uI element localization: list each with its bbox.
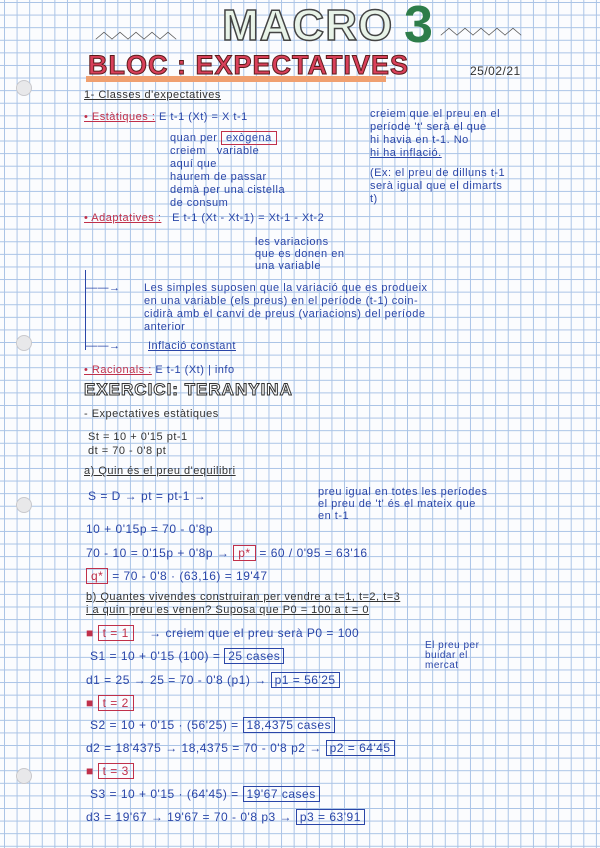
exercise-title: EXERCICI: TERANYINA	[84, 380, 293, 399]
step-t1-header: ■ t = 1 → creiem que el preu serà P0 = 100	[86, 626, 360, 640]
step-t2-supply: S2 = 10 + 0'15 · (56'25) = 18,4375 cases	[90, 718, 335, 732]
rational-label: • Racionals :	[84, 364, 152, 376]
exercise-subtitle: - Expectatives estàtiques	[84, 408, 219, 420]
supply-eq: St = 10 + 0'15 pt-1	[88, 431, 188, 443]
step-t2-demand: d2 = 18'4375 → 18,4375 = 70 - 0'8 p2 → p2 = 64'45	[86, 741, 395, 755]
title-number: 3	[404, 0, 433, 54]
static-formula: E t-1 (Xt) = X t-1	[158, 111, 248, 123]
punch-hole	[16, 80, 32, 96]
step-t3-demand: d3 = 19'67 → 19'67 = 70 - 0'8 p3 → p3 = 63'91	[86, 810, 365, 824]
static-label: • Estàtiques :	[84, 111, 156, 123]
punch-hole	[16, 768, 32, 784]
punch-hole	[16, 335, 32, 351]
adaptive-explanation: les variacions que es donen en una variable	[255, 236, 345, 272]
date: 25/02/21	[470, 64, 521, 78]
zigzag-decoration: ︿︿︿︿︿	[440, 18, 520, 38]
section-heading: 1- Classes d'expectatives	[84, 89, 221, 101]
static-explanation: quan per exògena creiem variable aquí que haurem de passar demà per una cistella de consum	[170, 132, 286, 209]
equilibrium-eq: S = D → pt = pt-1 →	[88, 489, 207, 503]
equation: q* = 70 - 0'8 · (63,16) = 19'47	[86, 569, 268, 583]
step-t2-header: ■ t = 2	[86, 696, 134, 710]
step-t1-supply: S1 = 10 + 0'15 (100) = 25 cases	[90, 649, 284, 663]
adaptive-label: • Adaptatives :	[84, 212, 162, 224]
arrow-icon: ——→	[86, 340, 121, 352]
zigzag-decoration: ︿︿︿︿︿	[95, 22, 175, 42]
page-subtitle: BLOC : EXPECTATIVES	[88, 50, 410, 80]
inflation-note: Inflació constant	[148, 340, 236, 352]
rational-formula: E t-1 (Xt) | info	[155, 364, 235, 376]
arrow-icon: ——→	[86, 282, 121, 294]
demand-eq: dt = 70 - 0'8 pt	[88, 445, 167, 457]
market-note: El preu per buidar el mercat	[425, 640, 480, 671]
equation: 10 + 0'15p = 70 - 0'8p	[86, 522, 214, 536]
equation: 70 - 10 = 0'15p + 0'8p → p* = 60 / 0'95 = 63'16	[86, 546, 368, 560]
step-t3-header: ■ t = 3	[86, 764, 134, 778]
page-title: MACRO	[222, 1, 394, 50]
step-t1-demand: d1 = 25 → 25 = 70 - 0'8 (p1) → p1 = 56'25	[86, 673, 340, 687]
adaptive-note: Les simples suposen que la variació que es produeix en una variable (els preus) en el període (t-1) coin- cidirà amb el canvi de preus (variacions) del període anterior	[144, 282, 428, 333]
equilibrium-note: preu igual en totes les períodes el preu de 't' és el mateix que en t-1	[318, 486, 488, 522]
question-a: a) Quin és el preu d'equilibri	[84, 465, 236, 477]
adaptive-formula: E t-1 (Xt - Xt-1) = Xt-1 - Xt-2	[172, 212, 325, 224]
static-note: creiem que el preu en el període 't' serà el que hi havia en t-1. No hi ha inflació.	[370, 108, 501, 159]
static-example: (Ex: el preu de dilluns t-1 serà igual que el dimarts t)	[370, 167, 506, 205]
question-b: b) Quantes vivendes construiran per vendre a t=1, t=2, t=3 i a quin preu es venen? Suposa que P0 = 100 a t = 0	[86, 591, 401, 616]
step-t3-supply: S3 = 10 + 0'15 · (64'45) = 19'67 cases	[90, 787, 320, 801]
punch-hole	[16, 497, 32, 513]
